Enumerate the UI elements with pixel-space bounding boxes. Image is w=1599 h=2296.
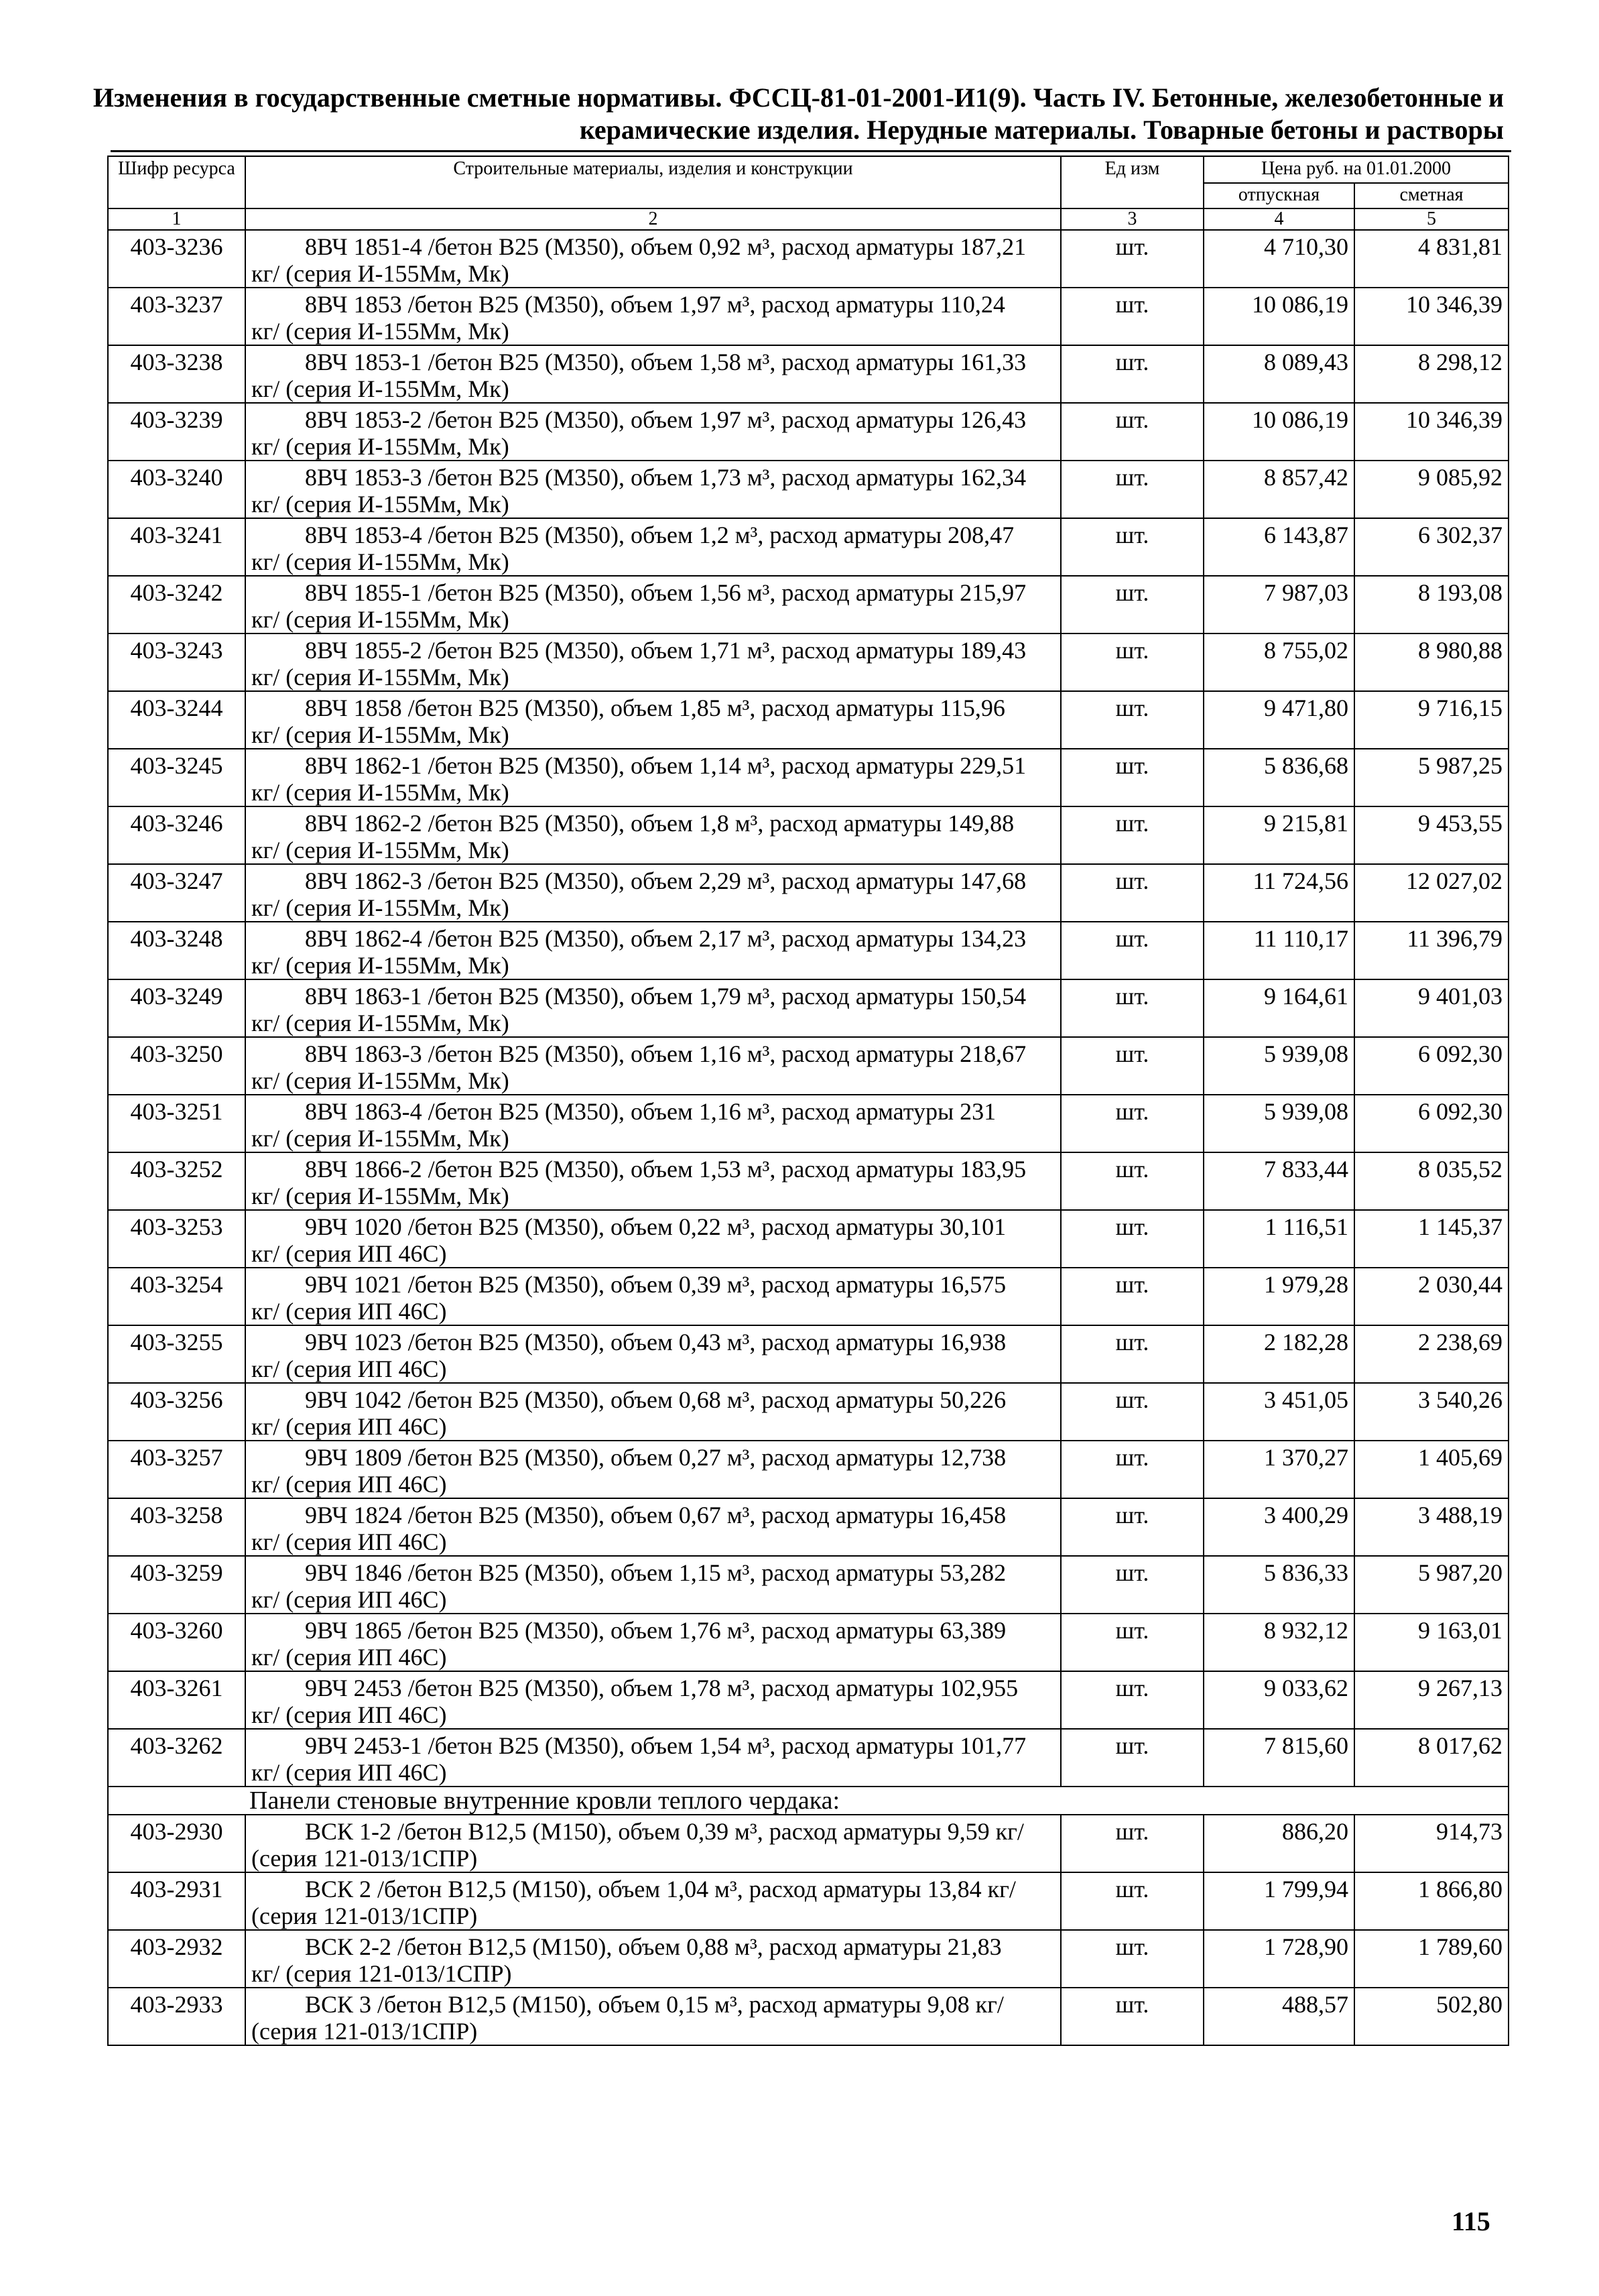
description-line-2: кг/ (серия И-155Мм, Мк) — [251, 1125, 509, 1152]
description-line-2: кг/ (серия ИП 46С) — [251, 1586, 447, 1613]
description-line-1: ВСК 1-2 /бетон В12,5 (М150), объем 0,39 м³, расход арматуры 9,59 кг/ — [305, 1818, 1024, 1845]
estimate-price: 12 027,02 — [1354, 864, 1509, 922]
resource-code: 403-3256 — [108, 1383, 245, 1441]
unit: шт. — [1061, 1872, 1204, 1930]
material-description — [245, 1556, 1061, 1614]
material-description — [245, 1872, 1061, 1930]
description-line-1: 9ВЧ 1020 /бетон В25 (М350), объем 0,22 м³, расход арматуры 30,101 — [305, 1213, 1007, 1240]
table-row — [108, 1268, 1509, 1325]
resource-code: 403-3262 — [108, 1729, 245, 1787]
resource-code: 403-3257 — [108, 1441, 245, 1498]
release-price: 11 110,17 — [1204, 922, 1354, 979]
estimate-price: 9 267,13 — [1354, 1671, 1509, 1729]
resource-code: 403-3252 — [108, 1152, 245, 1210]
resource-code: 403-2933 — [108, 1988, 245, 2045]
description-line-2: кг/ (серия ИП 46С) — [251, 1528, 447, 1555]
material-description — [245, 1729, 1061, 1787]
resource-code: 403-2930 — [108, 1815, 245, 1872]
table-row — [108, 461, 1509, 518]
resource-code: 403-3244 — [108, 691, 245, 749]
material-description — [245, 749, 1061, 806]
resource-code: 403-3247 — [108, 864, 245, 922]
material-description — [245, 1441, 1061, 1498]
description-line-2: кг/ (серия И-155Мм, Мк) — [251, 1010, 509, 1036]
unit: шт. — [1061, 1671, 1204, 1729]
column-number: 5 — [1354, 208, 1509, 230]
table-row — [108, 691, 1509, 749]
release-price: 9 164,61 — [1204, 979, 1354, 1037]
description-line-2: кг/ (серия И-155Мм, Мк) — [251, 952, 509, 979]
resource-code: 403-3258 — [108, 1498, 245, 1556]
resource-code: 403-3238 — [108, 345, 245, 403]
table-row — [108, 1729, 1509, 1787]
estimate-price: 11 396,79 — [1354, 922, 1509, 979]
estimate-price: 1 789,60 — [1354, 1930, 1509, 1988]
material-description — [245, 1325, 1061, 1383]
description-line-2: кг/ (серия И-155Мм, Мк) — [251, 779, 509, 806]
release-price: 488,57 — [1204, 1988, 1354, 2045]
unit: шт. — [1061, 864, 1204, 922]
resource-code: 403-3243 — [108, 633, 245, 691]
release-price: 8 932,12 — [1204, 1614, 1354, 1671]
material-description — [245, 345, 1061, 403]
release-price: 11 724,56 — [1204, 864, 1354, 922]
unit: шт. — [1061, 633, 1204, 691]
description-line-1: 8ВЧ 1862-1 /бетон В25 (М350), объем 1,14 м³, расход арматуры 229,51 — [305, 752, 1027, 779]
table-row — [108, 1037, 1509, 1095]
unit: шт. — [1061, 806, 1204, 864]
table-row — [108, 806, 1509, 864]
unit: шт. — [1061, 230, 1204, 288]
estimate-price: 9 085,92 — [1354, 461, 1509, 518]
release-price: 4 710,30 — [1204, 230, 1354, 288]
resource-code: 403-3251 — [108, 1095, 245, 1152]
material-description — [245, 691, 1061, 749]
table-row — [108, 1556, 1509, 1614]
resource-code: 403-3246 — [108, 806, 245, 864]
description-line-1: 8ВЧ 1863-1 /бетон В25 (М350), объем 1,79 м³, расход арматуры 150,54 — [305, 983, 1027, 1010]
material-description — [245, 864, 1061, 922]
release-price: 2 182,28 — [1204, 1325, 1354, 1383]
description-line-1: 9ВЧ 1865 /бетон В25 (М350), объем 1,76 м³, расход арматуры 63,389 — [305, 1617, 1007, 1644]
unit: шт. — [1061, 1383, 1204, 1441]
header-release-price: отпускная — [1204, 183, 1354, 208]
table-row — [108, 1671, 1509, 1729]
unit: шт. — [1061, 518, 1204, 576]
release-price: 9 215,81 — [1204, 806, 1354, 864]
estimate-price: 9 716,15 — [1354, 691, 1509, 749]
release-price: 10 086,19 — [1204, 403, 1354, 461]
description-line-2: кг/ (серия ИП 46С) — [251, 1471, 447, 1498]
unit: шт. — [1061, 1988, 1204, 2045]
table-row — [108, 230, 1509, 288]
resource-code: 403-3236 — [108, 230, 245, 288]
column-number: 4 — [1204, 208, 1354, 230]
column-number: 2 — [245, 208, 1061, 230]
table-row — [108, 1614, 1509, 1671]
resource-code: 403-3240 — [108, 461, 245, 518]
page-header — [0, 82, 1504, 146]
price-table — [107, 156, 1509, 2046]
description-line-2: (серия 121-013/1СПР) — [251, 2018, 478, 2045]
unit: шт. — [1061, 691, 1204, 749]
release-price: 7 815,60 — [1204, 1729, 1354, 1787]
section-title: Панели стеновые внутренние кровли теплого чердака: — [108, 1787, 1509, 1815]
release-price: 9 033,62 — [1204, 1671, 1354, 1729]
material-description — [245, 1815, 1061, 1872]
estimate-price: 8 017,62 — [1354, 1729, 1509, 1787]
estimate-price: 3 540,26 — [1354, 1383, 1509, 1441]
estimate-price: 2 030,44 — [1354, 1268, 1509, 1325]
description-line-2: кг/ (серия 121-013/1СПР) — [251, 1960, 512, 1987]
table-row — [108, 633, 1509, 691]
description-line-2: кг/ (серия И-155Мм, Мк) — [251, 837, 509, 863]
material-description — [245, 403, 1061, 461]
table-row — [108, 345, 1509, 403]
table-row — [108, 1930, 1509, 1988]
column-number: 1 — [108, 208, 245, 230]
release-price: 886,20 — [1204, 1815, 1354, 1872]
release-price: 8 755,02 — [1204, 633, 1354, 691]
table-row — [108, 1988, 1509, 2045]
table-row — [108, 1383, 1509, 1441]
unit: шт. — [1061, 1095, 1204, 1152]
description-line-1: 9ВЧ 1021 /бетон В25 (М350), объем 0,39 м³, расход арматуры 16,575 — [305, 1271, 1007, 1298]
description-line-2: кг/ (серия И-155Мм, Мк) — [251, 721, 509, 748]
release-price: 8 089,43 — [1204, 345, 1354, 403]
table-row — [108, 1095, 1509, 1152]
description-line-2: кг/ (серия ИП 46С) — [251, 1644, 447, 1671]
release-price: 8 857,42 — [1204, 461, 1354, 518]
description-line-2: кг/ (серия И-155Мм, Мк) — [251, 491, 509, 518]
unit: шт. — [1061, 979, 1204, 1037]
resource-code: 403-3241 — [108, 518, 245, 576]
description-line-1: 8ВЧ 1862-3 /бетон В25 (М350), объем 2,29 м³, расход арматуры 147,68 — [305, 867, 1027, 894]
material-description — [245, 1988, 1061, 2045]
release-price: 7 987,03 — [1204, 576, 1354, 633]
description-line-1: 9ВЧ 1023 /бетон В25 (М350), объем 0,43 м³, расход арматуры 16,938 — [305, 1329, 1007, 1355]
estimate-price: 5 987,25 — [1354, 749, 1509, 806]
description-line-1: 8ВЧ 1862-2 /бетон В25 (М350), объем 1,8 м³, расход арматуры 149,88 — [305, 810, 1015, 837]
estimate-price: 4 831,81 — [1354, 230, 1509, 288]
description-line-1: 9ВЧ 1809 /бетон В25 (М350), объем 0,27 м³, расход арматуры 12,738 — [305, 1444, 1007, 1471]
resource-code: 403-3253 — [108, 1210, 245, 1268]
description-line-1: 8ВЧ 1853-4 /бетон В25 (М350), объем 1,2 м³, расход арматуры 208,47 — [305, 522, 1015, 548]
header-line-1: Изменения в государственные сметные нормативы. ФССЦ-81-01-2001-И1(9). Часть IV. Бетонные, железобетонные и — [92, 82, 1504, 113]
header-estimate-price: сметная — [1354, 183, 1509, 208]
table-row — [108, 1872, 1509, 1930]
resource-code: 403-3255 — [108, 1325, 245, 1383]
description-line-2: кг/ (серия И-155Мм, Мк) — [251, 548, 509, 575]
page-number: 115 — [1452, 2206, 1490, 2236]
header-unit: Ед изм — [1061, 156, 1204, 208]
material-description — [245, 633, 1061, 691]
release-price: 6 143,87 — [1204, 518, 1354, 576]
table-row — [108, 518, 1509, 576]
table-row — [108, 749, 1509, 806]
unit: шт. — [1061, 1441, 1204, 1498]
estimate-price: 1 145,37 — [1354, 1210, 1509, 1268]
description-line-2: кг/ (серия И-155Мм, Мк) — [251, 260, 509, 287]
unit: шт. — [1061, 576, 1204, 633]
resource-code: 403-3254 — [108, 1268, 245, 1325]
release-price: 1 799,94 — [1204, 1872, 1354, 1930]
resource-code: 403-3249 — [108, 979, 245, 1037]
resource-code: 403-3237 — [108, 288, 245, 345]
release-price: 1 979,28 — [1204, 1268, 1354, 1325]
release-price: 9 471,80 — [1204, 691, 1354, 749]
resource-code: 403-3245 — [108, 749, 245, 806]
material-description — [245, 922, 1061, 979]
release-price: 5 939,08 — [1204, 1095, 1354, 1152]
description-line-1: 8ВЧ 1853-1 /бетон В25 (М350), объем 1,58 м³, расход арматуры 161,33 — [305, 349, 1027, 375]
unit: шт. — [1061, 922, 1204, 979]
description-line-1: ВСК 3 /бетон В12,5 (М150), объем 0,15 м³, расход арматуры 9,08 кг/ — [305, 1991, 1004, 2018]
material-description — [245, 1498, 1061, 1556]
description-line-1: 8ВЧ 1853-2 /бетон В25 (М350), объем 1,97 м³, расход арматуры 126,43 — [305, 406, 1027, 433]
description-line-2: кг/ (серия ИП 46С) — [251, 1240, 447, 1267]
resource-code: 403-2932 — [108, 1930, 245, 1988]
description-line-2: кг/ (серия И-155Мм, Мк) — [251, 433, 509, 460]
estimate-price: 10 346,39 — [1354, 403, 1509, 461]
unit: шт. — [1061, 1498, 1204, 1556]
table-row — [108, 288, 1509, 345]
release-price: 1 370,27 — [1204, 1441, 1354, 1498]
description-line-1: 9ВЧ 2453-1 /бетон В25 (М350), объем 1,54 м³, расход арматуры 101,77 — [305, 1732, 1027, 1759]
resource-code: 403-3248 — [108, 922, 245, 979]
material-description — [245, 1037, 1061, 1095]
unit: шт. — [1061, 1325, 1204, 1383]
estimate-price: 5 987,20 — [1354, 1556, 1509, 1614]
table-row — [108, 1152, 1509, 1210]
estimate-price: 9 453,55 — [1354, 806, 1509, 864]
description-line-2: кг/ (серия И-155Мм, Мк) — [251, 606, 509, 633]
description-line-1: 8ВЧ 1855-1 /бетон В25 (М350), объем 1,56 м³, расход арматуры 215,97 — [305, 579, 1027, 606]
table-body — [108, 230, 1509, 2045]
estimate-price: 6 092,30 — [1354, 1095, 1509, 1152]
description-line-1: 8ВЧ 1853-3 /бетон В25 (М350), объем 1,73 м³, расход арматуры 162,34 — [305, 464, 1027, 491]
unit: шт. — [1061, 461, 1204, 518]
material-description — [245, 288, 1061, 345]
material-description — [245, 1930, 1061, 1988]
material-description — [245, 1268, 1061, 1325]
release-price: 5 939,08 — [1204, 1037, 1354, 1095]
unit: шт. — [1061, 1152, 1204, 1210]
description-line-2: (серия 121-013/1СПР) — [251, 1902, 478, 1929]
estimate-price: 1 866,80 — [1354, 1872, 1509, 1930]
header-description: Строительные материалы, изделия и конструкции — [245, 156, 1061, 208]
column-number: 3 — [1061, 208, 1204, 230]
unit: шт. — [1061, 1614, 1204, 1671]
description-line-1: 8ВЧ 1863-4 /бетон В25 (М350), объем 1,16 м³, расход арматуры 231 — [305, 1098, 997, 1125]
description-line-1: 8ВЧ 1866-2 /бетон В25 (М350), объем 1,53 м³, расход арматуры 183,95 — [305, 1156, 1027, 1183]
resource-code: 403-3242 — [108, 576, 245, 633]
description-line-1: 9ВЧ 2453 /бетон В25 (М350), объем 1,78 м³, расход арматуры 102,955 — [305, 1675, 1019, 1701]
description-line-1: 8ВЧ 1863-3 /бетон В25 (М350), объем 1,16 м³, расход арматуры 218,67 — [305, 1040, 1027, 1067]
description-line-2: кг/ (серия И-155Мм, Мк) — [251, 1067, 509, 1094]
description-line-2: кг/ (серия И-155Мм, Мк) — [251, 894, 509, 921]
release-price: 7 833,44 — [1204, 1152, 1354, 1210]
header-line-2: керамические изделия. Нерудные материалы. Товарные бетоны и растворы — [579, 115, 1504, 145]
estimate-price: 1 405,69 — [1354, 1441, 1509, 1498]
estimate-price: 8 035,52 — [1354, 1152, 1509, 1210]
table-row — [108, 1815, 1509, 1872]
header-code: Шифр ресурса — [108, 156, 245, 208]
section-row — [108, 1787, 1509, 1815]
description-line-2: кг/ (серия ИП 46С) — [251, 1759, 447, 1786]
table-row — [108, 1210, 1509, 1268]
resource-code: 403-3250 — [108, 1037, 245, 1095]
header-price: Цена руб. на 01.01.2000 — [1204, 156, 1509, 183]
description-line-1: ВСК 2 /бетон В12,5 (М150), объем 1,04 м³, расход арматуры 13,84 кг/ — [305, 1876, 1016, 1902]
estimate-price: 9 163,01 — [1354, 1614, 1509, 1671]
unit: шт. — [1061, 1729, 1204, 1787]
material-description — [245, 230, 1061, 288]
description-line-2: кг/ (серия ИП 46С) — [251, 1298, 447, 1325]
unit: шт. — [1061, 1930, 1204, 1988]
table-row — [108, 576, 1509, 633]
unit: шт. — [1061, 403, 1204, 461]
resource-code: 403-2931 — [108, 1872, 245, 1930]
material-description — [245, 576, 1061, 633]
estimate-price: 10 346,39 — [1354, 288, 1509, 345]
unit: шт. — [1061, 1556, 1204, 1614]
material-description — [245, 806, 1061, 864]
release-price: 1 728,90 — [1204, 1930, 1354, 1988]
table-row — [108, 1498, 1509, 1556]
header-rule — [111, 150, 1511, 152]
description-line-2: кг/ (серия И-155Мм, Мк) — [251, 375, 509, 402]
material-description — [245, 1152, 1061, 1210]
resource-code: 403-3261 — [108, 1671, 245, 1729]
description-line-2: кг/ (серия ИП 46С) — [251, 1413, 447, 1440]
material-description — [245, 1614, 1061, 1671]
resource-code: 403-3259 — [108, 1556, 245, 1614]
release-price: 5 836,33 — [1204, 1556, 1354, 1614]
unit: шт. — [1061, 288, 1204, 345]
table-row — [108, 1441, 1509, 1498]
unit: шт. — [1061, 749, 1204, 806]
material-description — [245, 1210, 1061, 1268]
table-row — [108, 979, 1509, 1037]
description-line-2: кг/ (серия И-155Мм, Мк) — [251, 1183, 509, 1209]
material-description — [245, 979, 1061, 1037]
description-line-1: 8ВЧ 1855-2 /бетон В25 (М350), объем 1,71 м³, расход арматуры 189,43 — [305, 637, 1027, 664]
release-price: 5 836,68 — [1204, 749, 1354, 806]
description-line-2: кг/ (серия И-155Мм, Мк) — [251, 664, 509, 690]
estimate-price: 6 092,30 — [1354, 1037, 1509, 1095]
estimate-price: 8 298,12 — [1354, 345, 1509, 403]
description-line-2: (серия 121-013/1СПР) — [251, 1845, 478, 1872]
material-description — [245, 1095, 1061, 1152]
description-line-1: 8ВЧ 1853 /бетон В25 (М350), объем 1,97 м³, расход арматуры 110,24 — [305, 291, 1005, 318]
description-line-1: 9ВЧ 1042 /бетон В25 (М350), объем 0,68 м³, расход арматуры 50,226 — [305, 1386, 1007, 1413]
unit: шт. — [1061, 345, 1204, 403]
estimate-price: 6 302,37 — [1354, 518, 1509, 576]
estimate-price: 8 980,88 — [1354, 633, 1509, 691]
release-price: 3 451,05 — [1204, 1383, 1354, 1441]
description-line-1: 8ВЧ 1858 /бетон В25 (М350), объем 1,85 м³, расход арматуры 115,96 — [305, 694, 1005, 721]
description-line-2: кг/ (серия ИП 46С) — [251, 1355, 447, 1382]
estimate-price: 502,80 — [1354, 1988, 1509, 2045]
table-row — [108, 403, 1509, 461]
description-line-2: кг/ (серия И-155Мм, Мк) — [251, 318, 509, 345]
description-line-1: 8ВЧ 1851-4 /бетон В25 (М350), объем 0,92 м³, расход арматуры 187,21 — [305, 233, 1027, 260]
release-price: 1 116,51 — [1204, 1210, 1354, 1268]
table-row — [108, 1325, 1509, 1383]
description-line-1: 8ВЧ 1862-4 /бетон В25 (М350), объем 2,17 м³, расход арматуры 134,23 — [305, 925, 1027, 952]
material-description — [245, 1671, 1061, 1729]
description-line-2: кг/ (серия ИП 46С) — [251, 1701, 447, 1728]
material-description — [245, 518, 1061, 576]
release-price: 3 400,29 — [1204, 1498, 1354, 1556]
table-row — [108, 922, 1509, 979]
material-description — [245, 1383, 1061, 1441]
unit: шт. — [1061, 1815, 1204, 1872]
estimate-price: 9 401,03 — [1354, 979, 1509, 1037]
release-price: 10 086,19 — [1204, 288, 1354, 345]
description-line-1: 9ВЧ 1824 /бетон В25 (М350), объем 0,67 м³, расход арматуры 16,458 — [305, 1502, 1007, 1528]
resource-code: 403-3260 — [108, 1614, 245, 1671]
material-description — [245, 461, 1061, 518]
estimate-price: 2 238,69 — [1354, 1325, 1509, 1383]
description-line-1: 9ВЧ 1846 /бетон В25 (М350), объем 1,15 м³, расход арматуры 53,282 — [305, 1559, 1007, 1586]
unit: шт. — [1061, 1268, 1204, 1325]
table-row — [108, 864, 1509, 922]
estimate-price: 8 193,08 — [1354, 576, 1509, 633]
estimate-price: 3 488,19 — [1354, 1498, 1509, 1556]
unit: шт. — [1061, 1037, 1204, 1095]
estimate-price: 914,73 — [1354, 1815, 1509, 1872]
description-line-1: ВСК 2-2 /бетон В12,5 (М150), объем 0,88 м³, расход арматуры 21,83 — [305, 1933, 1002, 1960]
resource-code: 403-3239 — [108, 403, 245, 461]
unit: шт. — [1061, 1210, 1204, 1268]
